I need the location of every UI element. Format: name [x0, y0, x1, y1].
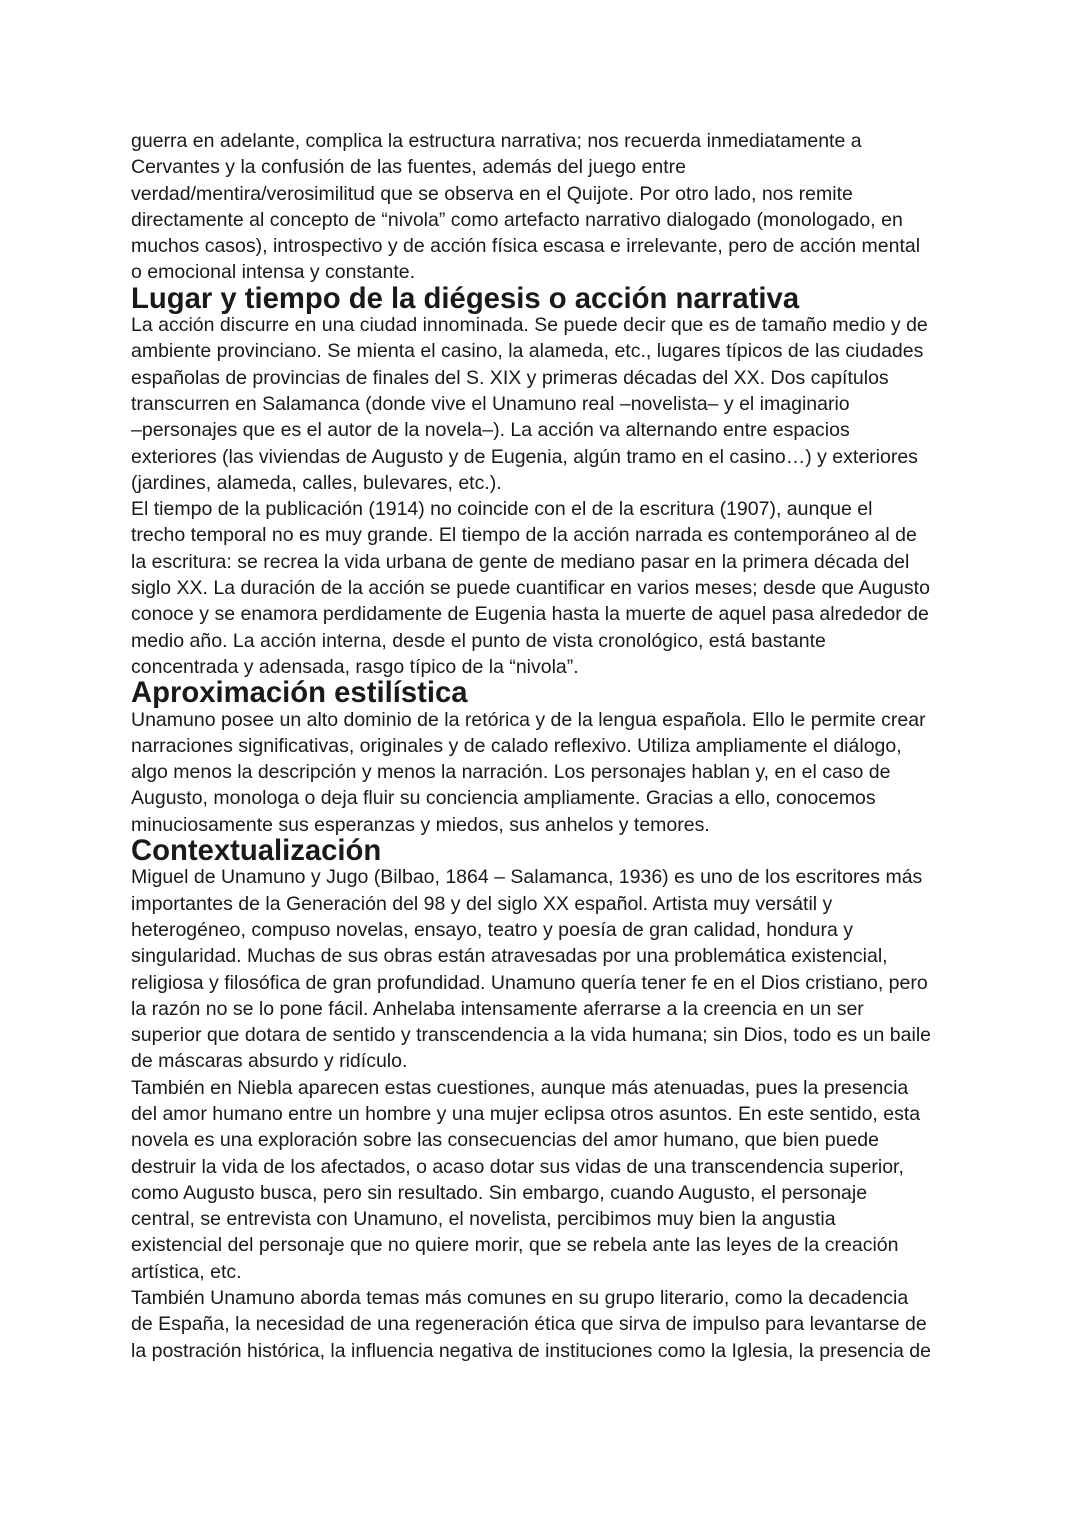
- document-page: [131, 128, 961, 1364]
- text-line: La acción discurre en una ciudad innominada. Se puede decir que es de tamaño medio y de: [131, 314, 928, 337]
- text-line: españolas de provincias de finales del S. XIX y primeras décadas del XX. Dos capítulos: [131, 366, 889, 389]
- text-line: la escritura: se recrea la vida urbana de gente de mediano pasar en la primera década del: [131, 550, 910, 573]
- text-line: minuciosamente sus esperanzas y miedos, sus anhelos y temores.: [131, 813, 710, 836]
- paragraph-tiempo: [131, 496, 961, 680]
- text-line: Cervantes y la confusión de las fuentes, además del juego entre: [131, 156, 687, 179]
- text-line: del amor humano entre un hombre y una mujer eclipsa otros asuntos. En este sentido, esta: [131, 1102, 921, 1125]
- text-line: destruir la vida de los afectados, o acaso dotar sus vidas de una transcendencia superior,: [131, 1155, 904, 1178]
- text-line: ambiente provinciano. Se mienta el casino, la alameda, etc., lugares típicos de las ciudades: [131, 340, 924, 363]
- text-line: exteriores (las viviendas de Augusto y de Eugenia, algún tramo en el casino…) y exteriores: [131, 445, 918, 468]
- text-line: o emocional intensa y constante.: [131, 261, 416, 284]
- text-line: existencial del personaje que no quiere morir, que se rebela ante las leyes de la creación: [131, 1234, 899, 1257]
- paragraph-niebla: [131, 1075, 961, 1285]
- text-line: narraciones significativas, originales y de calado reflexivo. Utiliza ampliamente el diálogo,: [131, 734, 902, 757]
- text-line: muchos casos), introspectivo y de acción física escasa e irrelevante, pero de acción mental: [131, 235, 921, 258]
- text-line: concentrada y adensada, rasgo típico de la “nivola”.: [131, 655, 579, 678]
- text-line: También Unamuno aborda temas más comunes en su grupo literario, como la decadencia: [131, 1287, 909, 1310]
- text-line: verdad/mentira/verosimilitud que se observa en el Quijote. Por otro lado, nos remite: [131, 182, 853, 205]
- text-line: Augusto, monologa o deja fluir su conciencia ampliamente. Gracias a ello, conocemos: [131, 787, 876, 810]
- text-line: También en Niebla aparecen estas cuestiones, aunque más atenuadas, pues la presencia: [131, 1076, 909, 1099]
- text-line: medio año. La acción interna, desde el punto de vista cronológico, está bastante: [131, 629, 826, 652]
- paragraph-estilistica: [131, 707, 961, 838]
- text-line: religiosa y filosófica de gran profundidad. Unamuno quería tener fe en el Dios cristiano, pero: [131, 971, 928, 994]
- section-heading-contextualizacion: Contextualización: [131, 835, 382, 868]
- text-line: artística, etc.: [131, 1260, 242, 1283]
- text-line: central, se entrevista con Unamuno, el novelista, percibimos muy bien la angustia: [131, 1208, 836, 1231]
- text-line: algo menos la descripción y menos la narración. Los personajes hablan y, en el caso de: [131, 761, 891, 784]
- text-line: trecho temporal no es muy grande. El tiempo de la acción narrada es contemporáneo al de: [131, 524, 917, 547]
- text-line: Unamuno posee un alto dominio de la retórica y de la lengua española. Ello le permite crear: [131, 708, 926, 731]
- text-line: la razón no se lo pone fácil. Anhelaba intensamente aferrarse a la creencia en un ser: [131, 997, 864, 1020]
- text-line: como Augusto busca, pero sin resultado. Sin embargo, cuando Augusto, el personaje: [131, 1181, 868, 1204]
- section-heading-lugar-tiempo: Lugar y tiempo de la diégesis o acción narrativa: [131, 282, 800, 315]
- text-line: novela es una exploración sobre las consecuencias del amor humano, que bien puede: [131, 1129, 879, 1152]
- paragraph-lugar: [131, 312, 961, 496]
- text-line: transcurren en Salamanca (donde vive el Unamuno real –novelista– y el imaginario: [131, 392, 850, 415]
- text-line: superior que dotara de sentido y transcendencia a la vida humana; sin Dios, todo es un baile: [131, 1024, 932, 1047]
- text-line: heterogéneo, compuso novelas, ensayo, teatro y poesía de gran calidad, hondura y: [131, 918, 853, 941]
- text-line: directamente al concepto de “nivola” como artefacto narrativo dialogado (monologado, en: [131, 208, 903, 231]
- text-line: (jardines, alameda, calles, bulevares, etc.).: [131, 471, 502, 494]
- text-line: importantes de la Generación del 98 y del siglo XX español. Artista muy versátil y: [131, 892, 833, 915]
- paragraph-intro: [131, 128, 961, 286]
- text-line: de máscaras absurdo y ridículo.: [131, 1050, 408, 1073]
- section-heading-estilistica: Aproximación estilística: [131, 677, 468, 710]
- text-line: siglo XX. La duración de la acción se puede cuantificar en varios meses; desde que Augusto: [131, 577, 930, 600]
- text-line: Miguel de Unamuno y Jugo (Bilbao, 1864 – Salamanca, 1936) es uno de los escritores más: [131, 866, 923, 889]
- text-line: de España, la necesidad de una regeneración ética que sirva de impulso para levantarse de: [131, 1313, 927, 1336]
- text-line: singularidad. Muchas de sus obras están atravesadas por una problemática existencial,: [131, 945, 888, 968]
- paragraph-temas: [131, 1285, 961, 1364]
- text-line: conoce y se enamora perdidamente de Eugenia hasta la muerte de aquel pasa alrededor de: [131, 603, 929, 626]
- paragraph-contexto-autor: [131, 864, 961, 1074]
- text-line: El tiempo de la publicación (1914) no coincide con el de la escritura (1907), aunque el: [131, 498, 873, 521]
- text-line: –personajes que es el autor de la novela–). La acción va alternando entre espacios: [131, 419, 850, 442]
- text-line: guerra en adelante, complica la estructura narrativa; nos recuerda inmediatamente a: [131, 130, 862, 152]
- text-line: la postración histórica, la influencia negativa de instituciones como la Iglesia, la presencia de: [131, 1339, 931, 1362]
